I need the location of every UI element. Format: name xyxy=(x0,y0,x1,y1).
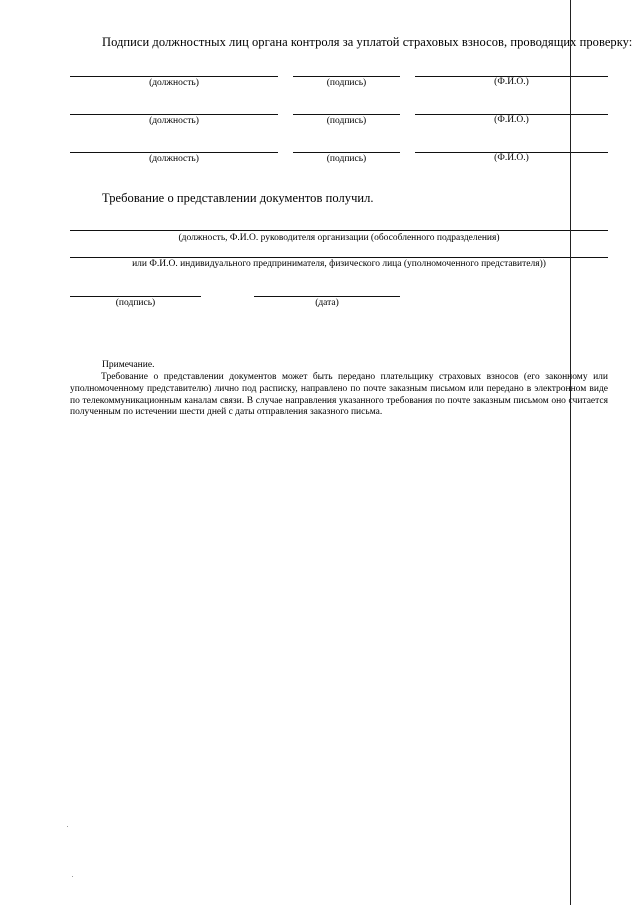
position-caption-2: (должность) xyxy=(149,116,199,126)
scan-edge-line xyxy=(570,0,571,905)
recipient-signature-line xyxy=(70,296,201,297)
signature-caption-2: (подпись) xyxy=(326,116,367,126)
recipient-signature-caption: (подпись) xyxy=(115,298,156,308)
recipient-caption-2: или Ф.И.О. индивидуального предпринимателя, физического лица (уполномоченного представителя)) xyxy=(132,259,546,269)
receipt-date-line xyxy=(254,296,400,297)
name-caption-1: (Ф.И.О.) xyxy=(494,77,529,87)
note-body: Требование о представлении документов может быть передано плательщику страховых взносов (его законному или уполномоченному представителю) лично под расписку, направлено по почте заказным письмом или передано в электронном виде по телекоммуникационным каналам связи. В случае направления указанного требования по почте заказным письмом оно считается полученным по истечении шести дней с даты отправления заказного письма. xyxy=(70,372,608,418)
scan-speck xyxy=(67,826,68,827)
name-caption-2: (Ф.И.О.) xyxy=(494,115,529,125)
scan-speck xyxy=(72,876,73,877)
note-title: Примечание. xyxy=(102,360,155,370)
receipt-heading: Требование о представлении документов получил. xyxy=(102,191,374,205)
recipient-name-line-2 xyxy=(70,257,608,258)
signature-line-1 xyxy=(293,76,400,77)
signature-caption-3: (подпись) xyxy=(326,154,367,164)
position-line-2 xyxy=(70,114,278,115)
signatures-heading: Подписи должностных лиц органа контроля за уплатой страховых взносов, проводящих проверку: xyxy=(102,35,633,49)
position-caption-3: (должность) xyxy=(149,154,199,164)
position-line-3 xyxy=(70,152,278,153)
recipient-caption-1: (должность, Ф.И.О. руководителя организации (обособленного подразделения) xyxy=(178,233,500,243)
position-line-1 xyxy=(70,76,278,77)
position-caption-1: (должность) xyxy=(149,78,199,88)
recipient-name-line xyxy=(70,230,608,231)
receipt-date-caption: (дата) xyxy=(315,298,339,308)
signature-line-2 xyxy=(293,114,400,115)
signature-caption-1: (подпись) xyxy=(326,78,367,88)
name-caption-3: (Ф.И.О.) xyxy=(494,153,529,163)
signature-line-3 xyxy=(293,152,400,153)
